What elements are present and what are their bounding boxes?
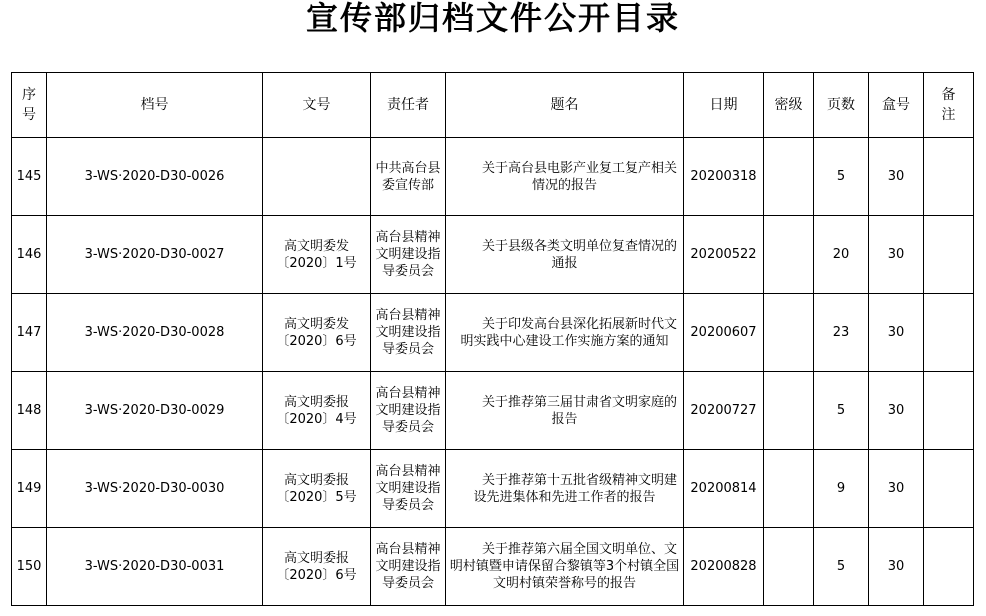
- cell-security: [764, 294, 814, 372]
- header-row: [12, 73, 974, 138]
- cell-archive-no: 3-WS·2020-D30-0029: [47, 372, 263, 450]
- cell-pages: 5: [814, 528, 869, 606]
- cell-pages: 5: [814, 138, 869, 216]
- cell-subject: 关于县级各类文明单位复查情况的通报: [446, 216, 684, 294]
- cell-seq: 146: [12, 216, 47, 294]
- cell-security: [764, 216, 814, 294]
- cell-remarks: [924, 216, 974, 294]
- header-doc-no: 文号: [263, 73, 371, 138]
- header-remarks: 备注: [924, 73, 974, 138]
- cell-subject: 关于推荐第六届全国文明单位、文明村镇暨申请保留合黎镇等3个村镇全国文明村镇荣誉称号的报告: [446, 528, 684, 606]
- cell-responsible: 高台县精神文明建设指导委员会: [371, 450, 446, 528]
- header-date: 日期: [684, 73, 764, 138]
- cell-remarks: [924, 528, 974, 606]
- cell-pages: 9: [814, 450, 869, 528]
- cell-date: 20200607: [684, 294, 764, 372]
- cell-doc-no: 高文明委发 〔2020〕6号: [263, 294, 371, 372]
- cell-pages: 5: [814, 372, 869, 450]
- table-row: [12, 216, 974, 294]
- cell-archive-no: 3-WS·2020-D30-0030: [47, 450, 263, 528]
- cell-responsible: 高台县精神文明建设指导委员会: [371, 528, 446, 606]
- cell-seq: 150: [12, 528, 47, 606]
- cell-doc-no: [263, 138, 371, 216]
- cell-subject: 关于推荐第三届甘肃省文明家庭的报告: [446, 372, 684, 450]
- cell-security: [764, 372, 814, 450]
- cell-archive-no: 3-WS·2020-D30-0026: [47, 138, 263, 216]
- cell-responsible: 高台县精神文明建设指导委员会: [371, 372, 446, 450]
- cell-box: 30: [869, 450, 924, 528]
- cell-pages: 23: [814, 294, 869, 372]
- header-security: 密级: [764, 73, 814, 138]
- cell-pages: 20: [814, 216, 869, 294]
- cell-seq: 147: [12, 294, 47, 372]
- cell-date: 20200828: [684, 528, 764, 606]
- table-row: [12, 138, 974, 216]
- catalog-table: [11, 72, 974, 606]
- header-box: 盒号: [869, 73, 924, 138]
- table-row: [12, 450, 974, 528]
- page-title: 宣传部归档文件公开目录: [305, 0, 680, 37]
- cell-security: [764, 138, 814, 216]
- cell-seq: 145: [12, 138, 47, 216]
- table-row: [12, 528, 974, 606]
- header-pages: 页数: [814, 73, 869, 138]
- cell-responsible: 高台县精神文明建设指导委员会: [371, 294, 446, 372]
- header-archive-no: 档号: [47, 73, 263, 138]
- cell-seq: 149: [12, 450, 47, 528]
- header-responsible: 责任者: [371, 73, 446, 138]
- cell-date: 20200522: [684, 216, 764, 294]
- cell-responsible: 中共高台县委宣传部: [371, 138, 446, 216]
- cell-archive-no: 3-WS·2020-D30-0031: [47, 528, 263, 606]
- cell-subject: 关于印发高台县深化拓展新时代文明实践中心建设工作实施方案的通知: [446, 294, 684, 372]
- cell-remarks: [924, 294, 974, 372]
- cell-doc-no: 高文明委发 〔2020〕1号: [263, 216, 371, 294]
- cell-seq: 148: [12, 372, 47, 450]
- cell-doc-no: 高文明委报 〔2020〕4号: [263, 372, 371, 450]
- cell-remarks: [924, 138, 974, 216]
- cell-subject: 关于推荐第十五批省级精神文明建设先进集体和先进工作者的报告: [446, 450, 684, 528]
- cell-security: [764, 450, 814, 528]
- cell-box: 30: [869, 372, 924, 450]
- cell-box: 30: [869, 528, 924, 606]
- header-seq: 序号: [12, 73, 47, 138]
- cell-responsible: 高台县精神文明建设指导委员会: [371, 216, 446, 294]
- cell-box: 30: [869, 294, 924, 372]
- table-row: [12, 294, 974, 372]
- cell-archive-no: 3-WS·2020-D30-0028: [47, 294, 263, 372]
- cell-date: 20200814: [684, 450, 764, 528]
- cell-date: 20200727: [684, 372, 764, 450]
- cell-doc-no: 高文明委报 〔2020〕6号: [263, 528, 371, 606]
- cell-date: 20200318: [684, 138, 764, 216]
- header-subject: 题名: [446, 73, 684, 138]
- table-row: [12, 372, 974, 450]
- cell-archive-no: 3-WS·2020-D30-0027: [47, 216, 263, 294]
- cell-remarks: [924, 450, 974, 528]
- cell-doc-no: 高文明委报 〔2020〕5号: [263, 450, 371, 528]
- cell-box: 30: [869, 138, 924, 216]
- cell-remarks: [924, 372, 974, 450]
- cell-box: 30: [869, 216, 924, 294]
- cell-security: [764, 528, 814, 606]
- cell-subject: 关于高台县电影产业复工复产相关情况的报告: [446, 138, 684, 216]
